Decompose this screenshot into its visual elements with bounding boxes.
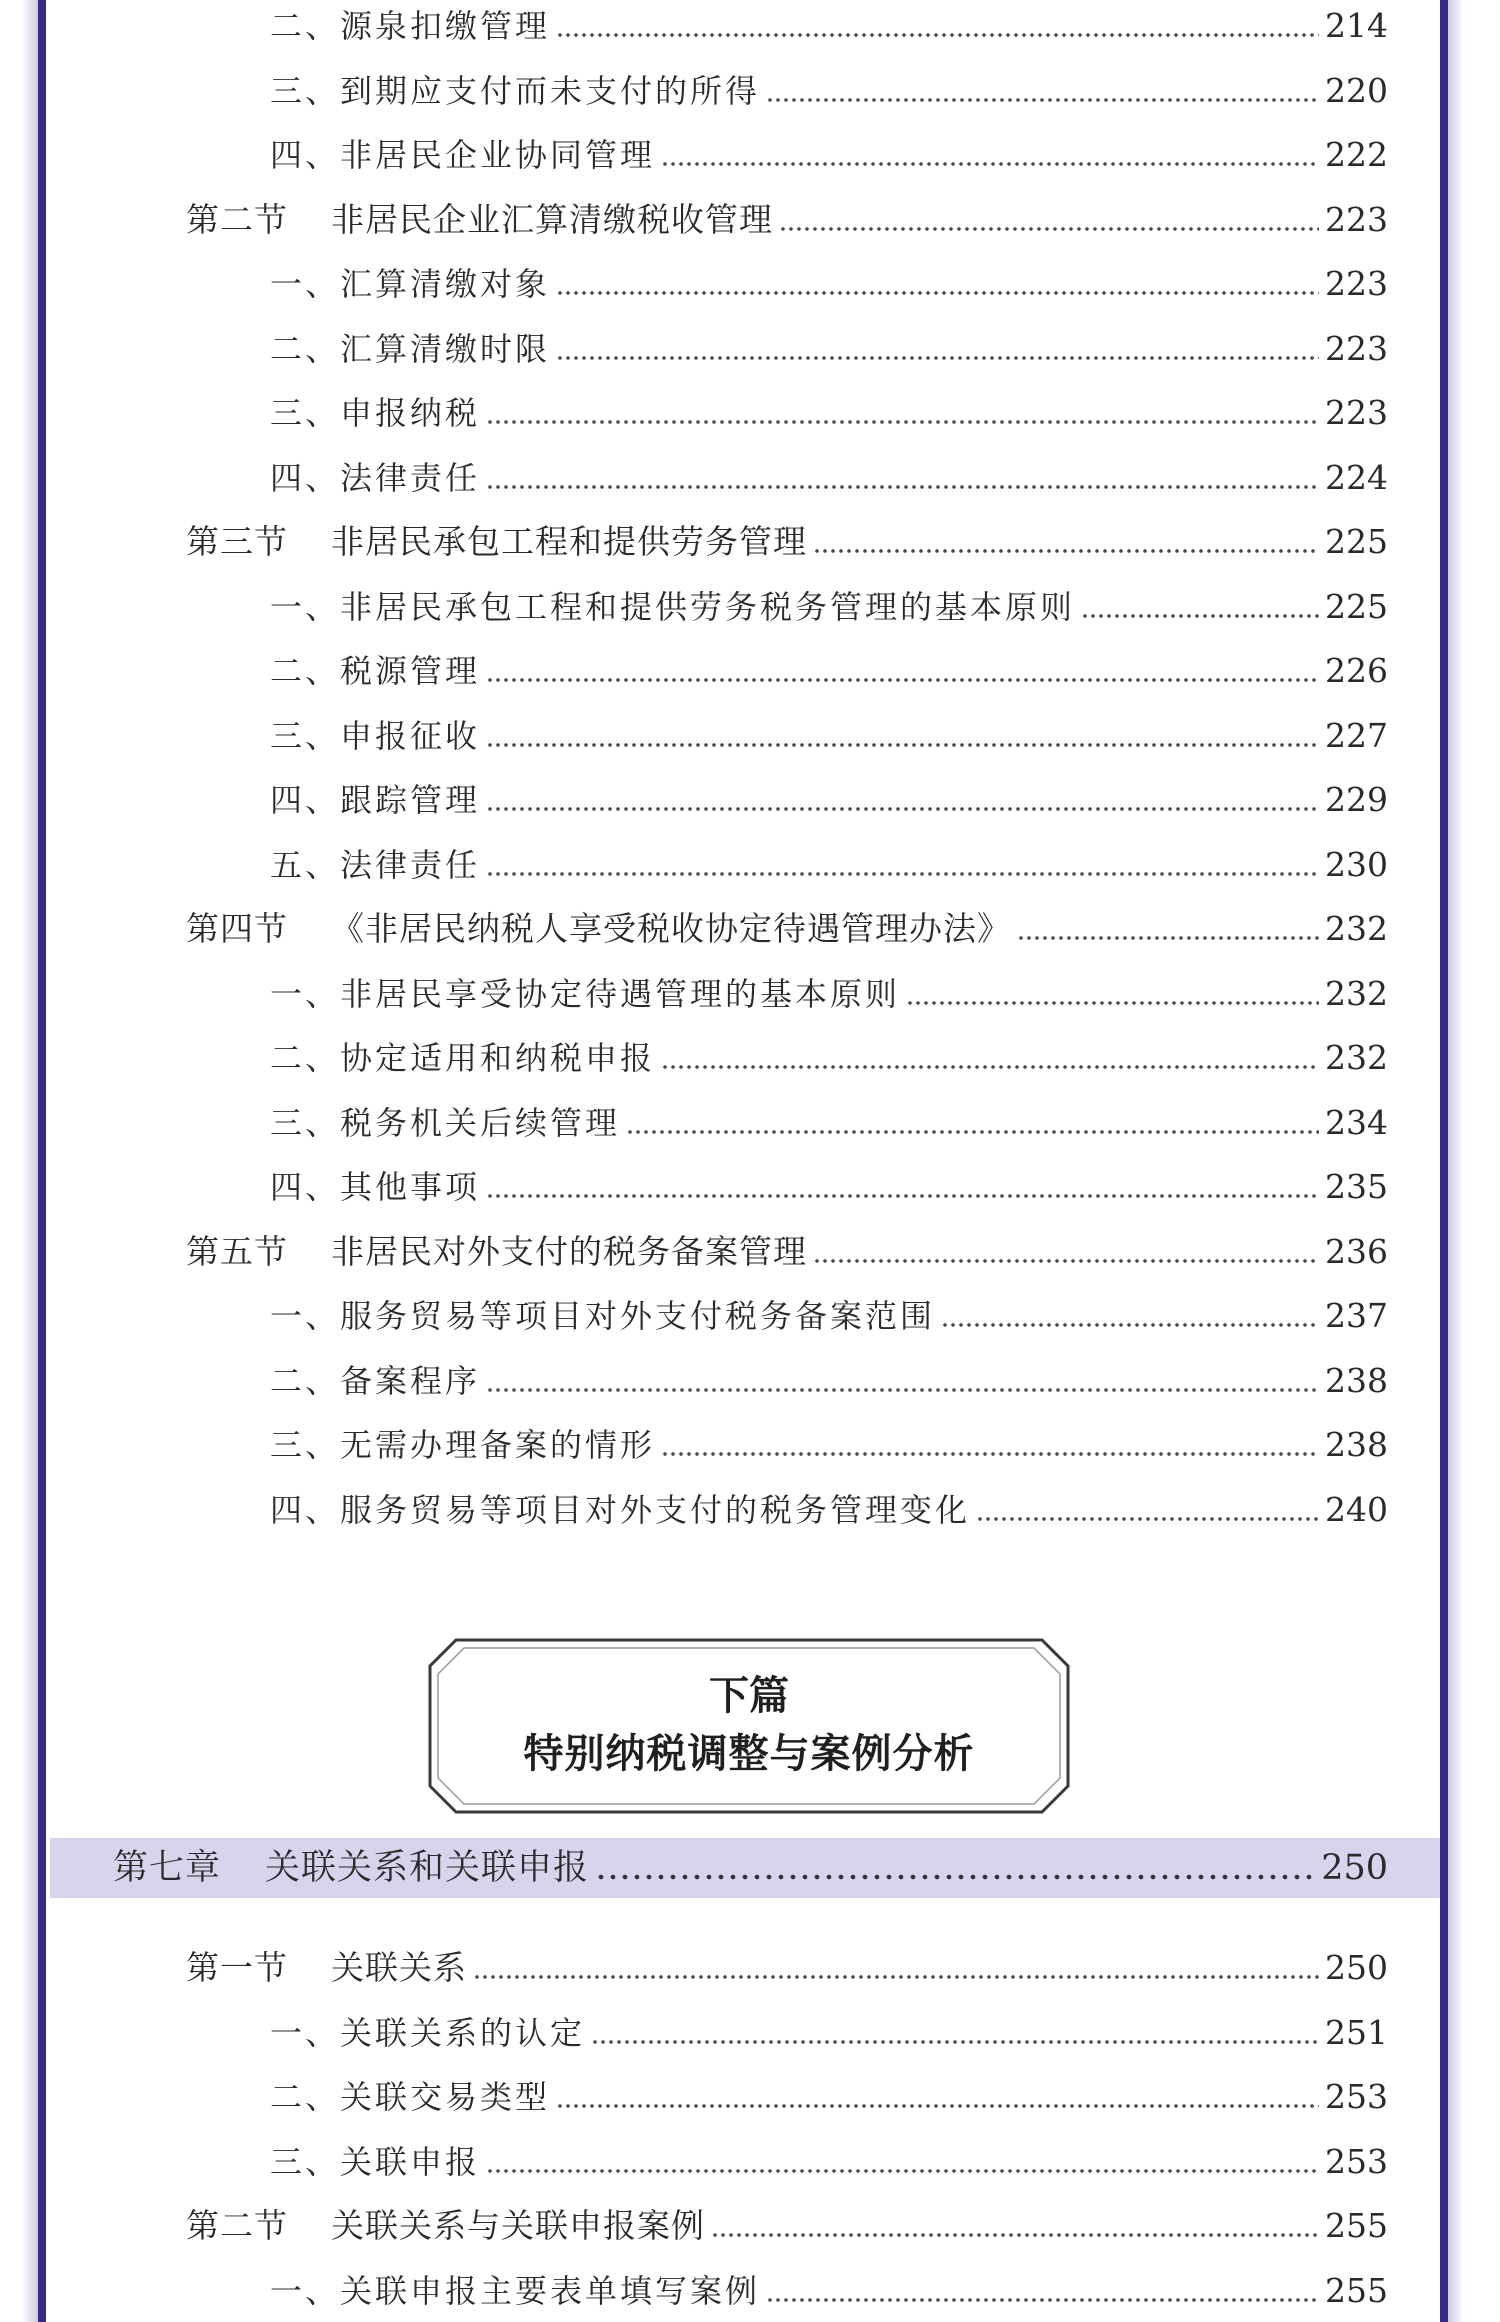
- toc-subsection-row[interactable]: [270, 1099, 1388, 1147]
- toc-subsection-row[interactable]: [270, 2267, 1388, 2315]
- subsection-title: 四、其他事项: [270, 1168, 481, 1206]
- leader-dots: [486, 417, 1319, 427]
- leader-dots: [1081, 611, 1319, 621]
- leader-dots: [486, 740, 1319, 750]
- leader-dots: [813, 1256, 1319, 1266]
- subsection-title: 三、到期应支付而未支付的所得: [270, 72, 761, 110]
- page-number: 214: [1325, 6, 1388, 45]
- subsection-title: 五、法律责任: [270, 846, 481, 884]
- page-number: 237: [1325, 1296, 1388, 1335]
- page-number: 223: [1325, 264, 1388, 303]
- page-number: 223: [1325, 393, 1388, 432]
- leader-dots: [711, 2230, 1319, 2240]
- leader-dots: [976, 1514, 1319, 1524]
- page-number: 238: [1325, 1425, 1388, 1464]
- section-number: 第二节: [186, 200, 288, 239]
- leader-dots: [661, 1062, 1319, 1072]
- section-title: 关联关系: [331, 1948, 467, 1987]
- page-number: 225: [1325, 522, 1388, 561]
- page-number: 251: [1325, 2013, 1388, 2052]
- subsection-title: 一、非居民享受协定待遇管理的基本原则: [270, 975, 901, 1013]
- subsection-title: 三、关联申报: [270, 2143, 481, 2181]
- toc-subsection-row[interactable]: [270, 389, 1388, 437]
- leader-dots: [556, 288, 1319, 298]
- page-number: 223: [1325, 200, 1388, 239]
- part-title-line1: 下篇: [709, 1673, 789, 1719]
- right-border: [1440, 0, 1448, 2322]
- leader-dots: [813, 546, 1319, 556]
- leader-dots: [941, 1320, 1319, 1330]
- section-label: [186, 905, 1011, 953]
- leader-dots: [556, 30, 1319, 40]
- chapter-title: 关联关系和关联申报: [265, 1848, 590, 1888]
- page-number: 236: [1325, 1232, 1388, 1271]
- subsection-title: 三、申报征收: [270, 717, 481, 755]
- toc-subsection-row[interactable]: [270, 131, 1388, 179]
- subsection-title: 一、关联关系的认定: [270, 2014, 586, 2052]
- toc-subsection-row[interactable]: [270, 2009, 1388, 2057]
- toc-subsection-row[interactable]: [270, 2073, 1388, 2121]
- page-number: 222: [1325, 135, 1388, 174]
- chapter-heading-row[interactable]: [113, 1844, 1388, 1892]
- right-border-shadow: [1448, 0, 1464, 2322]
- toc-subsection-row[interactable]: [270, 1486, 1388, 1534]
- toc-subsection-row[interactable]: [270, 1357, 1388, 1405]
- section-title: 关联关系与关联申报案例: [331, 2206, 705, 2245]
- toc-subsection-row[interactable]: [270, 260, 1388, 308]
- subsection-title: 二、税源管理: [270, 652, 481, 690]
- section-title: 非居民对外支付的税务备案管理: [331, 1232, 807, 1271]
- leader-dots: [766, 2295, 1319, 2305]
- page-number: 234: [1325, 1103, 1388, 1142]
- subsection-title: 三、税务机关后续管理: [270, 1104, 621, 1142]
- chapter-label: [113, 1844, 589, 1892]
- left-border: [38, 0, 46, 2322]
- toc-subsection-row[interactable]: [270, 2, 1388, 50]
- toc-subsection-row[interactable]: [270, 1163, 1388, 1211]
- subsection-title: 二、源泉扣缴管理: [270, 7, 551, 45]
- part-title-box: [428, 1638, 1070, 1814]
- section-number: 第一节: [186, 1948, 288, 1987]
- section-title: 非居民承包工程和提供劳务管理: [331, 522, 807, 561]
- toc-subsection-row[interactable]: [270, 841, 1388, 889]
- toc-subsection-row[interactable]: [270, 970, 1388, 1018]
- page-number: 235: [1325, 1167, 1388, 1206]
- page-number: 227: [1325, 716, 1388, 755]
- page-number: 238: [1325, 1361, 1388, 1400]
- section-label: [186, 1944, 467, 1992]
- leader-dots: [906, 998, 1319, 1008]
- toc-section-row[interactable]: [186, 2202, 1388, 2250]
- toc-subsection-row[interactable]: [270, 325, 1388, 373]
- toc-subsection-row[interactable]: [270, 776, 1388, 824]
- section-number: 第三节: [186, 522, 288, 561]
- page-number: 253: [1325, 2077, 1388, 2116]
- section-number: 第二节: [186, 2206, 288, 2245]
- leader-dots: [486, 675, 1319, 685]
- subsection-title: 一、非居民承包工程和提供劳务税务管理的基本原则: [270, 588, 1076, 626]
- subsection-title: 四、服务贸易等项目对外支付的税务管理变化: [270, 1491, 971, 1529]
- page-number: 223: [1325, 329, 1388, 368]
- toc-subsection-row[interactable]: [270, 1292, 1388, 1340]
- toc-subsection-row[interactable]: [270, 583, 1388, 631]
- toc-section-row[interactable]: [186, 1944, 1388, 1992]
- leader-dots: [766, 95, 1319, 105]
- section-title: 《非居民纳税人享受税收协定待遇管理办法》: [331, 909, 1011, 948]
- page-number: 225: [1325, 587, 1388, 626]
- toc-subsection-row[interactable]: [270, 712, 1388, 760]
- subsection-title: 一、服务贸易等项目对外支付税务备案范围: [270, 1297, 936, 1335]
- toc-subsection-row[interactable]: [270, 1421, 1388, 1469]
- leader-dots: [556, 2101, 1319, 2111]
- toc-subsection-row[interactable]: [270, 2138, 1388, 2186]
- section-label: [186, 518, 807, 566]
- subsection-title: 四、跟踪管理: [270, 781, 481, 819]
- toc-subsection-row[interactable]: [270, 1034, 1388, 1082]
- subsection-title: 二、汇算清缴时限: [270, 330, 551, 368]
- page-number: 250: [1325, 1948, 1388, 1987]
- section-label: [186, 1228, 807, 1276]
- left-border-shadow: [22, 0, 38, 2322]
- leader-dots: [626, 1127, 1319, 1137]
- leader-dots: [661, 1449, 1319, 1459]
- toc-section-row[interactable]: [186, 518, 1388, 566]
- chapter-number: 第七章: [113, 1848, 222, 1888]
- leader-dots: [556, 353, 1319, 363]
- leader-dots: [779, 224, 1319, 234]
- leader-dots: [486, 1385, 1319, 1395]
- leader-dots: [486, 2166, 1319, 2176]
- section-label: [186, 2202, 705, 2250]
- toc-section-row[interactable]: [186, 905, 1388, 953]
- toc-section-row[interactable]: [186, 196, 1388, 244]
- page-number: 226: [1325, 651, 1388, 690]
- section-label: [186, 196, 773, 244]
- section-number: 第五节: [186, 1232, 288, 1271]
- page-number: 232: [1325, 909, 1388, 948]
- subsection-title: 四、非居民企业协同管理: [270, 136, 656, 174]
- section-title: 非居民企业汇算清缴税收管理: [331, 200, 773, 239]
- subsection-title: 一、关联申报主要表单填写案例: [270, 2272, 761, 2310]
- leader-dots: [486, 482, 1319, 492]
- leader-dots: [661, 159, 1319, 169]
- section-number: 第四节: [186, 909, 288, 948]
- page-number: 255: [1325, 2271, 1388, 2310]
- toc-subsection-row[interactable]: [270, 67, 1388, 115]
- subsection-title: 一、汇算清缴对象: [270, 265, 551, 303]
- subsection-title: 三、申报纳税: [270, 394, 481, 432]
- part-title-line2: 特别纳税调整与案例分析: [523, 1731, 975, 1777]
- page-number: 255: [1325, 2206, 1388, 2245]
- leader-dots: [486, 1191, 1319, 1201]
- leader-dots: [486, 804, 1319, 814]
- page-number: 229: [1325, 780, 1388, 819]
- toc-subsection-row[interactable]: [270, 454, 1388, 502]
- toc-subsection-row[interactable]: [270, 647, 1388, 695]
- page-number: 220: [1325, 71, 1388, 110]
- page-number: 253: [1325, 2142, 1388, 2181]
- page-number: 230: [1325, 845, 1388, 884]
- subsection-title: 四、法律责任: [270, 459, 481, 497]
- toc-section-row[interactable]: [186, 1228, 1388, 1276]
- page-number: 232: [1325, 1038, 1388, 1077]
- leader-dots: [1017, 933, 1319, 943]
- leader-dots: [591, 2037, 1319, 2047]
- chapter-page-number: 250: [1321, 1848, 1388, 1888]
- subsection-title: 二、备案程序: [270, 1362, 481, 1400]
- page-number: 224: [1325, 458, 1388, 497]
- subsection-title: 二、关联交易类型: [270, 2078, 551, 2116]
- leader-dots: [473, 1972, 1319, 1982]
- subsection-title: 三、无需办理备案的情形: [270, 1426, 656, 1464]
- leader-dots: [595, 1872, 1315, 1882]
- leader-dots: [486, 869, 1319, 879]
- subsection-title: 二、协定适用和纳税申报: [270, 1039, 656, 1077]
- page-number: 232: [1325, 974, 1388, 1013]
- page-number: 240: [1325, 1490, 1388, 1529]
